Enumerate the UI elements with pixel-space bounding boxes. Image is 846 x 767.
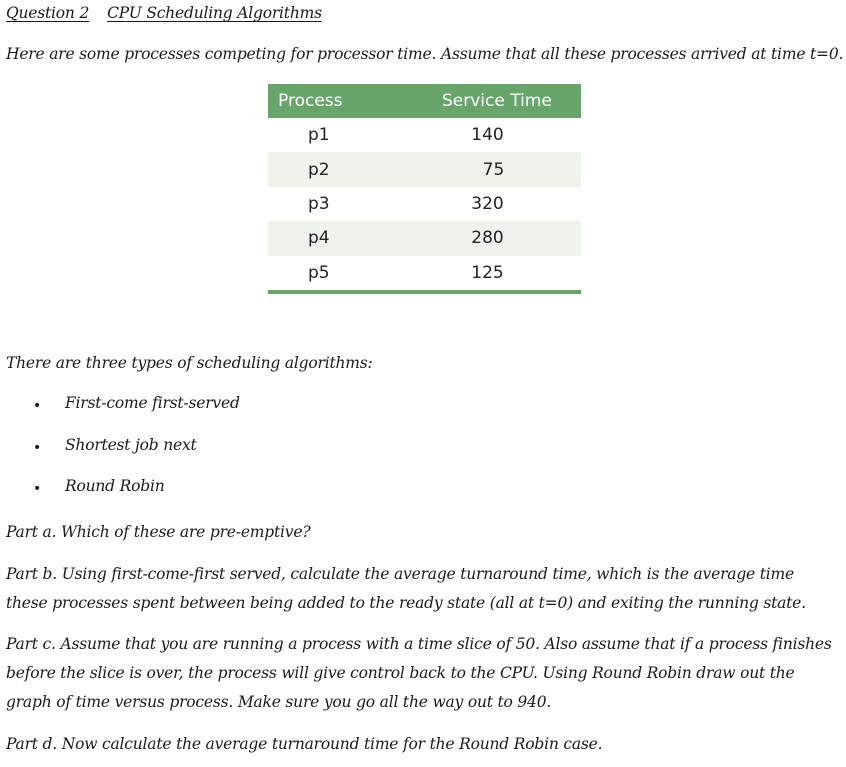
cell-service-time: 125 — [398, 256, 581, 292]
intro-text: Here are some processes competing for processor time. Assume that all these processes arrived at time t=0. — [6, 45, 844, 63]
bullet-icon: • — [33, 481, 42, 497]
table-row — [268, 152, 581, 186]
algorithm-sjn: Shortest job next — [65, 435, 197, 454]
table-row — [268, 256, 581, 292]
question-number: Question 2 — [6, 4, 90, 22]
cell-process: p1 — [308, 125, 330, 146]
algorithm-types-heading: There are three types of scheduling algorithms: — [6, 354, 373, 372]
process-table — [268, 84, 581, 294]
part-c: Part c. Assume that you are running a process with a time slice of 50. Also assume that if a process finishes before the slice is over, the process will give control back to the CPU. Using Round Robin draw out the graph of time versus process. Make sure you go all the way out to 940. — [6, 635, 832, 711]
cell-process: p2 — [268, 152, 398, 186]
cell-process: p4 — [268, 221, 398, 255]
table-row — [268, 118, 581, 152]
cell-service-time: 75 — [398, 152, 581, 186]
cell-service-time: 140 — [471, 125, 504, 146]
table-header-row — [268, 84, 581, 118]
part-a: Part a. Which of these are pre-emptive? — [6, 523, 311, 541]
table-row — [268, 187, 581, 221]
bullet-icon: • — [33, 398, 42, 414]
header-service-time: Service Time — [398, 84, 581, 118]
part-b: Part b. Using first-come-first served, calculate the average turnaround time, which is the average time these processes spent between being added to the ready state (all at t=0) and exiting the running state. — [6, 565, 806, 612]
algorithm-round-robin: Round Robin — [65, 477, 165, 495]
part-d: Part d. Now calculate the average turnaround time for the Round Robin case. — [6, 735, 603, 753]
question-topic: CPU Scheduling Algorithms — [107, 4, 322, 22]
question-title — [6, 4, 322, 22]
algorithm-fcfs: First-come first-served — [65, 394, 240, 412]
cell-service-time: 320 — [471, 193, 504, 214]
cell-process: p5 — [268, 256, 398, 292]
table-row — [268, 221, 581, 255]
header-process: Process — [268, 84, 398, 118]
bullet-icon: • — [33, 439, 42, 456]
cell-process: p3 — [308, 193, 330, 214]
cell-service-time: 280 — [398, 221, 581, 255]
